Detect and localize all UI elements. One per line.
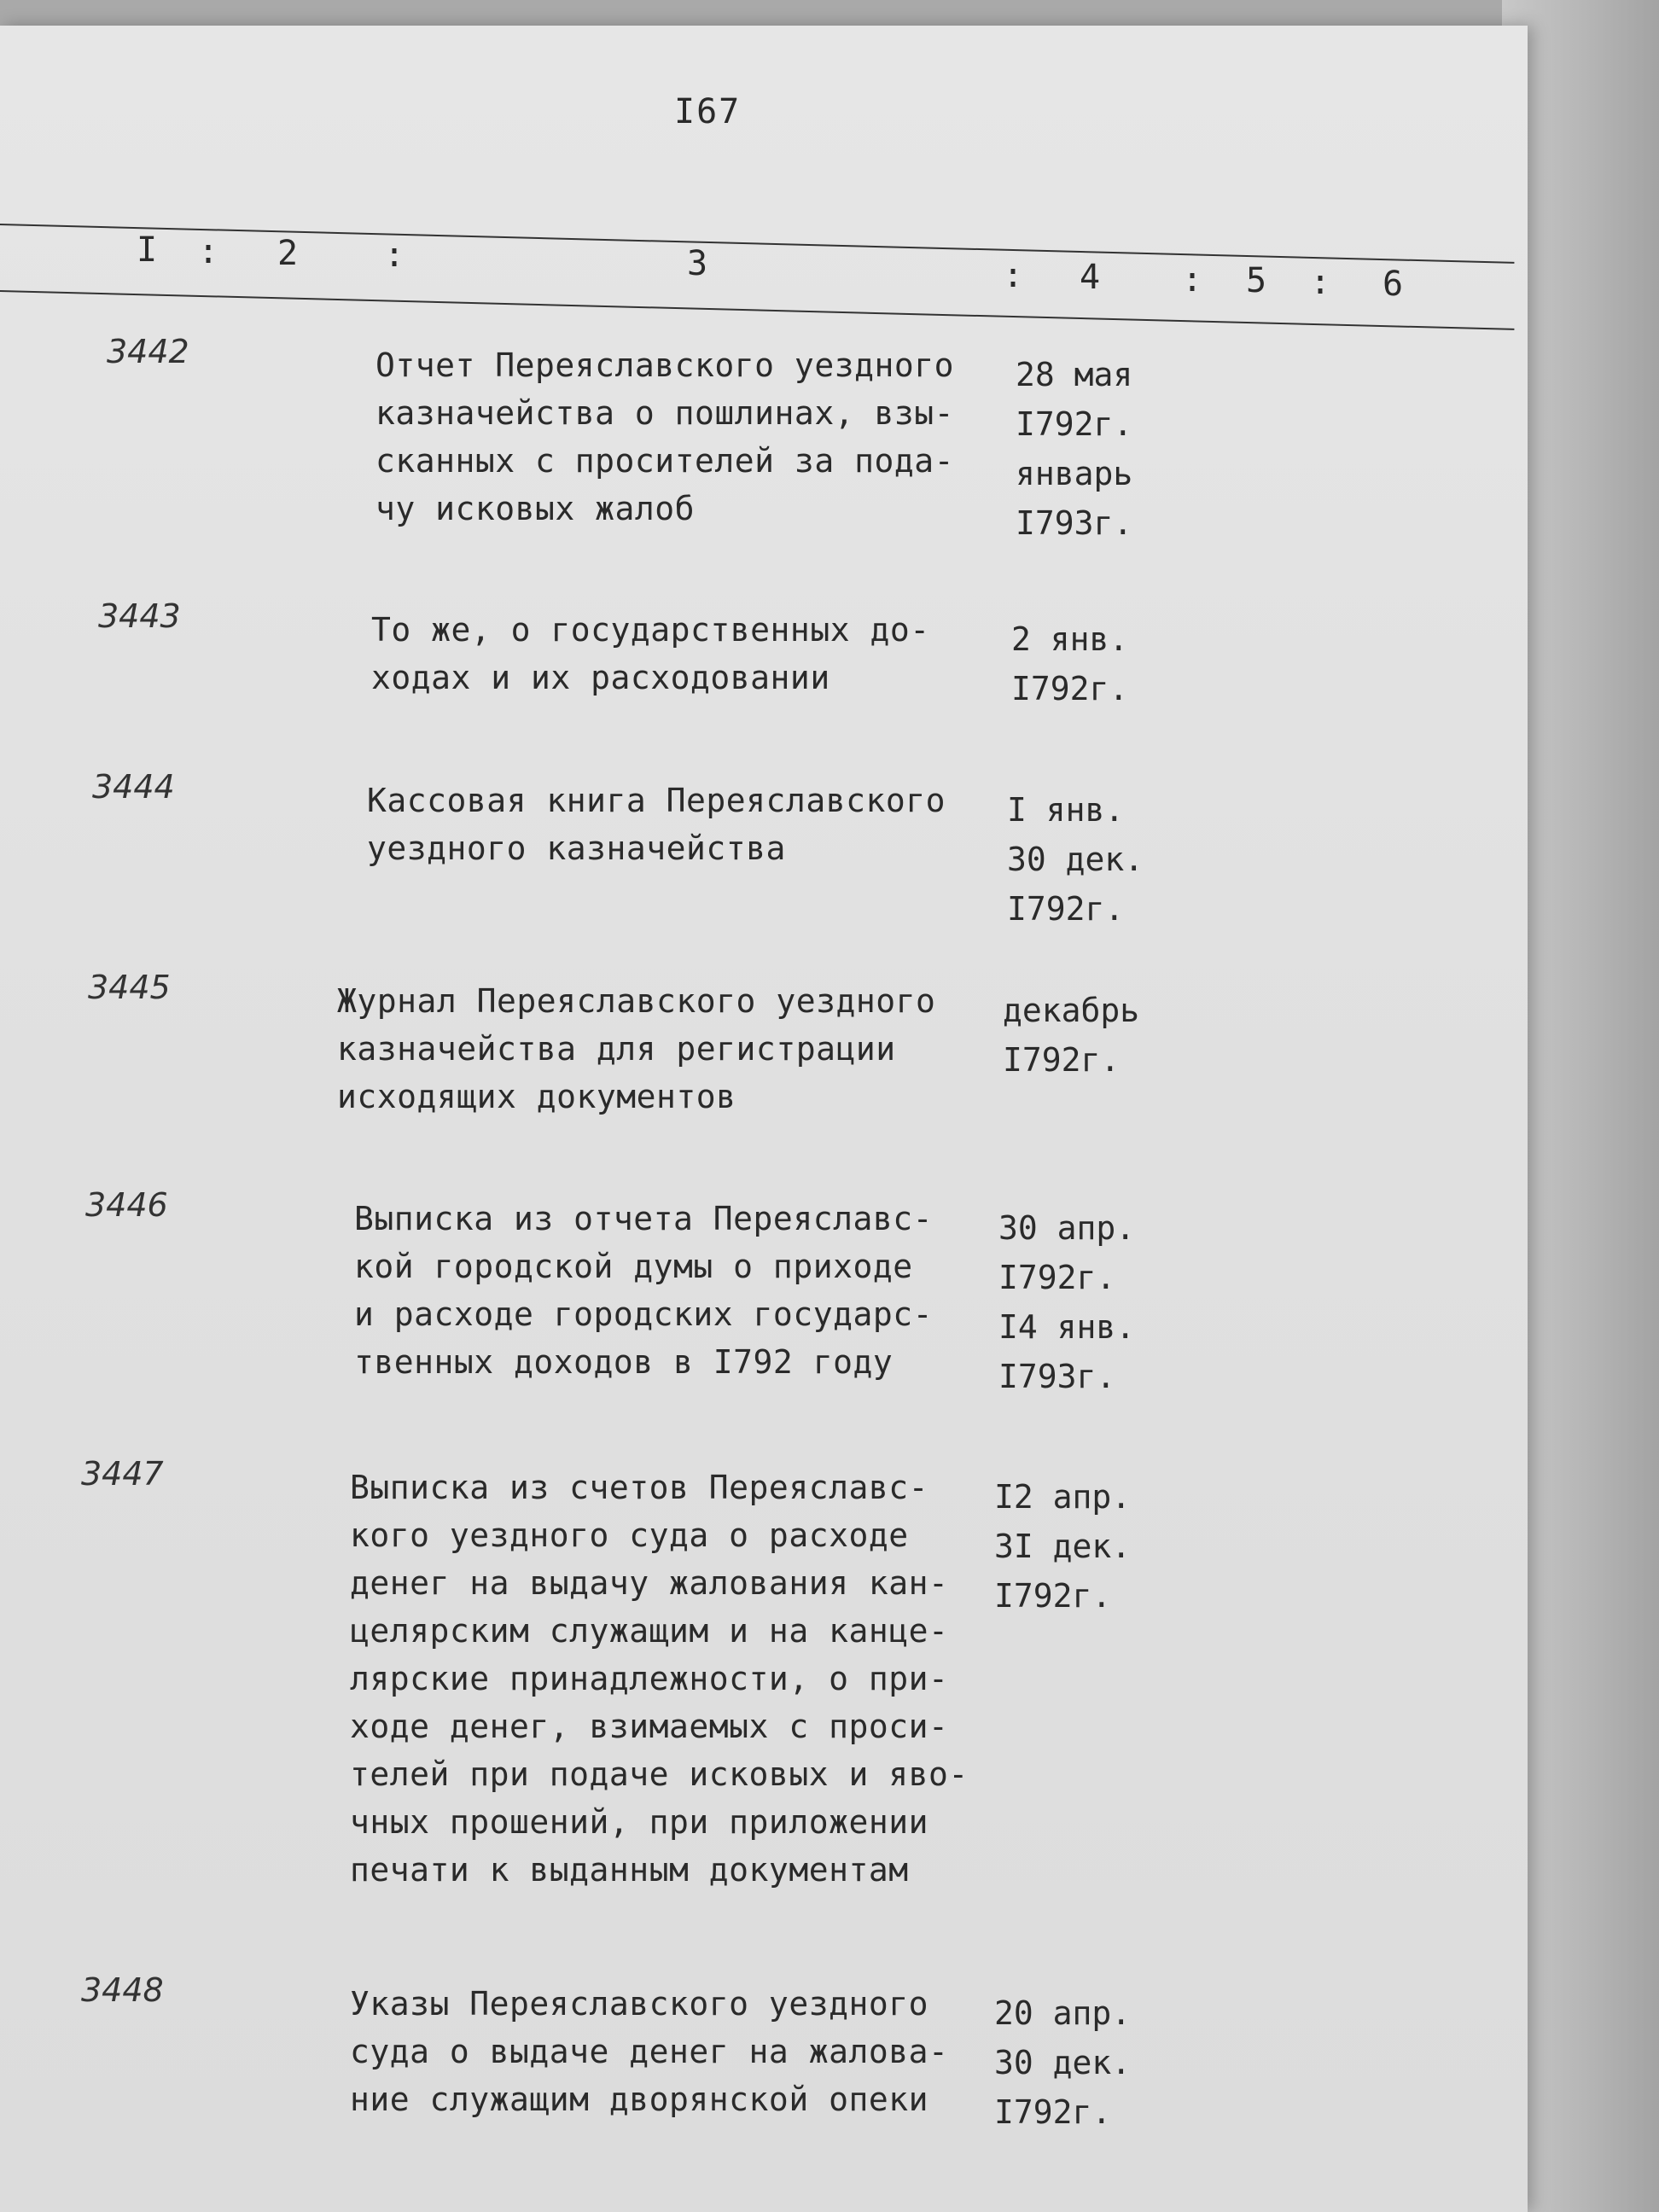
entry-title-line: лярские принадлежности, о при- <box>350 1660 949 1697</box>
entry-title <box>337 977 935 1121</box>
entry-date-line: I792г. <box>994 2093 1112 2131</box>
header-bottom-rule <box>0 290 1514 330</box>
entry-title <box>375 341 954 533</box>
entry-date-line: I792г. <box>994 1577 1112 1615</box>
entry-date <box>1007 785 1144 934</box>
entry-date-line: 30 дек. <box>994 2044 1132 2081</box>
column-separator: : <box>1003 256 1024 295</box>
entry-title-line: и расходе городских государс- <box>354 1295 933 1333</box>
entry-title-line: То же, о государственных до- <box>371 611 930 649</box>
entry-title <box>354 1195 933 1386</box>
entry-title-line: сканных с просителей за пода- <box>375 442 954 480</box>
entry-date-line: I792г. <box>1016 405 1133 443</box>
entry-number: 3443 <box>98 597 181 635</box>
entry-date-line: 30 апр. <box>998 1209 1136 1247</box>
entry-title-line: казначейства для регистрации <box>337 1030 896 1068</box>
entry-number: 3446 <box>85 1186 168 1224</box>
entry-number: 3442 <box>107 333 189 370</box>
entry-title-line: чу исковых жалоб <box>375 490 696 527</box>
entry-title-line: телей при подаче исковых и яво- <box>350 1755 969 1793</box>
entry-date-line: I янв. <box>1007 791 1125 829</box>
entry-title-line: Отчет Переяславского уездного <box>375 346 954 384</box>
entry-date-line: 3I дек. <box>994 1528 1132 1565</box>
column-separator: : <box>1310 263 1331 302</box>
entry-date-line: декабрь <box>1003 992 1140 1029</box>
entry-title <box>371 606 930 701</box>
column-header-2: 2 <box>277 234 299 273</box>
entry-date <box>994 1472 1131 1621</box>
column-separator: : <box>384 236 405 275</box>
document-page <box>0 26 1528 2212</box>
entry-title-line: кого уездного суда о расходе <box>350 1516 909 1554</box>
entry-title-line: Выписка из счетов Переяславс- <box>350 1469 928 1506</box>
entry-date-line: 2 янв. <box>1011 620 1129 658</box>
entry-title <box>350 1980 948 2123</box>
entry-title-line: ходе денег, взимаемых с проси- <box>350 1708 949 1745</box>
entry-date-line: I792г. <box>1011 670 1129 707</box>
page-number: I67 <box>674 92 742 131</box>
entry-date <box>994 1988 1131 2137</box>
entry-title-line: ходах и их расходовании <box>371 659 830 696</box>
column-header-6: 6 <box>1382 265 1404 304</box>
entry-date-line: I792г. <box>1003 1041 1121 1079</box>
entry-date <box>1011 614 1128 713</box>
entry-number: 3447 <box>81 1455 164 1493</box>
entry-date-line: I793г. <box>1016 504 1133 542</box>
entry-number: 3444 <box>92 768 175 806</box>
entry-title-line: Кассовая книга Переяславского <box>367 782 946 819</box>
column-header-4: 4 <box>1080 258 1101 297</box>
entry-date-line: январь <box>1016 455 1133 492</box>
entry-date-line: I4 янв. <box>998 1308 1136 1346</box>
entry-title-line: уездного казначейства <box>367 830 786 867</box>
header-top-rule <box>0 224 1514 264</box>
entry-title-line: денег на выдачу жалования кан- <box>350 1564 949 1602</box>
entry-title-line: Журнал Переяславского уездного <box>337 982 936 1020</box>
entry-title-line: печати к выданным документам <box>350 1851 909 1889</box>
entry-title-line: Выписка из отчета Переяславс- <box>354 1200 933 1237</box>
entry-date <box>998 1203 1135 1401</box>
entry-date <box>1003 986 1139 1085</box>
entry-date-line: I792г. <box>998 1259 1116 1296</box>
column-separator: : <box>198 232 219 271</box>
column-header-5: 5 <box>1246 261 1267 300</box>
entry-title-line: целярским служащим и на канце- <box>350 1612 949 1650</box>
entry-title-line: ние служащим дворянской опеки <box>350 2081 928 2118</box>
entry-title-line: Указы Переяславского уездного <box>350 1985 928 2023</box>
column-header-3: 3 <box>687 244 708 283</box>
entry-date-line: 30 дек. <box>1007 841 1144 878</box>
entry-title-line: кой городской думы о приходе <box>354 1248 913 1285</box>
column-separator: : <box>1182 260 1203 300</box>
entry-date-line: I2 апр. <box>994 1478 1132 1516</box>
entry-title <box>367 777 946 872</box>
entry-date-line: 28 мая <box>1016 356 1133 393</box>
entry-date <box>1016 350 1132 548</box>
entry-date-line: I793г. <box>998 1358 1116 1395</box>
column-header-I: I <box>137 230 158 270</box>
entry-title-line: суда о выдаче денег на жалова- <box>350 2033 949 2070</box>
entry-number: 3448 <box>81 1971 164 2009</box>
entry-title-line: твенных доходов в I792 году <box>354 1343 894 1381</box>
entry-title <box>350 1464 969 1894</box>
entry-title-line: чных прошений, при приложении <box>350 1803 928 1841</box>
entry-title-line: казначейства о пошлинах, взы- <box>375 394 954 432</box>
entry-date-line: I792г. <box>1007 890 1125 928</box>
entry-number: 3445 <box>88 969 171 1006</box>
entry-date-line: 20 апр. <box>994 1994 1132 2032</box>
entry-title-line: исходящих документов <box>337 1078 736 1115</box>
